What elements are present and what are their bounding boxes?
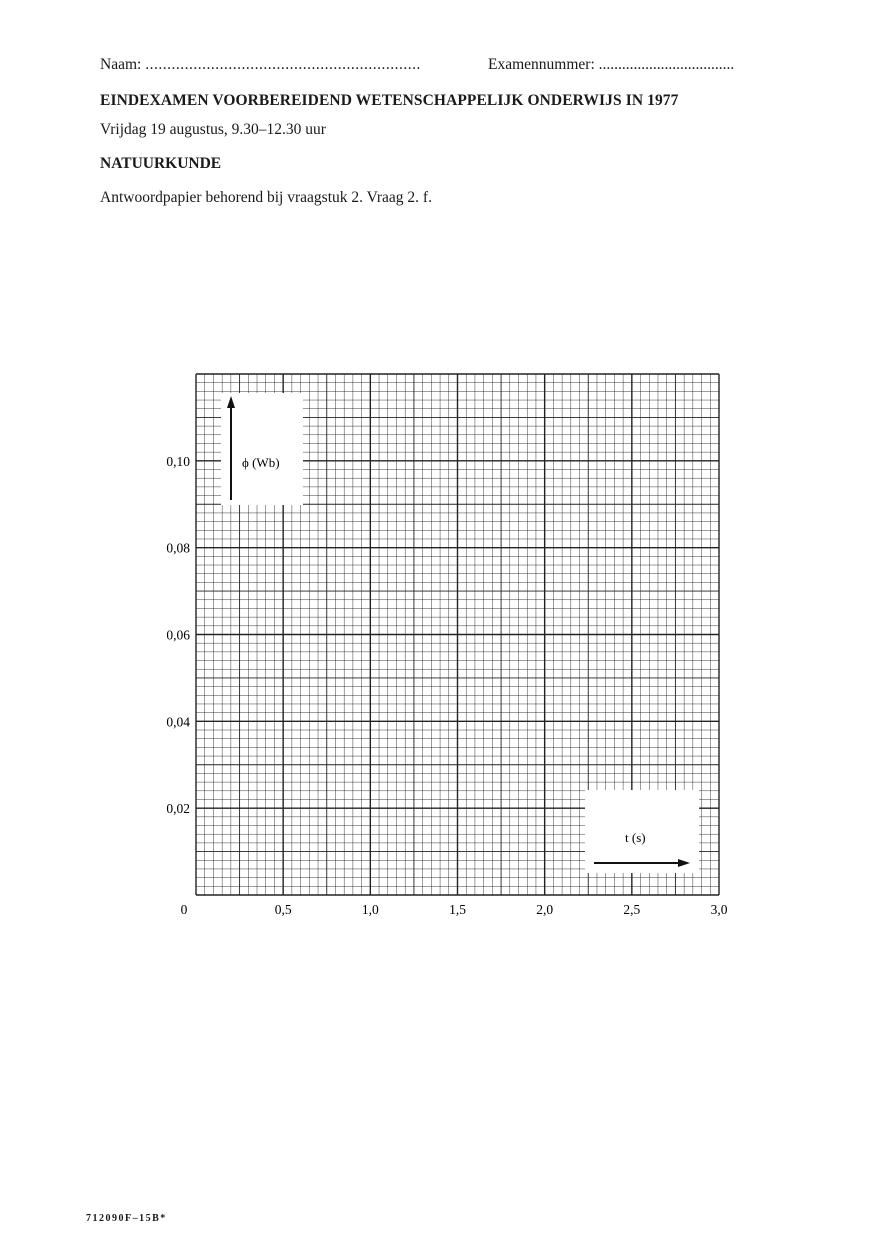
y-tick-label: 0,04 xyxy=(166,714,190,730)
y-tick-label: 0,06 xyxy=(166,627,190,643)
y-label-background xyxy=(221,393,303,505)
x-axis-label-box xyxy=(585,790,699,873)
subject-heading: NATUURKUNDE xyxy=(100,155,222,172)
name-label: Naam: xyxy=(100,56,142,73)
y-tick-label: 0,10 xyxy=(166,453,190,469)
x-tick-label: 1,0 xyxy=(361,902,379,917)
x-axis-label: t (s) xyxy=(625,830,646,845)
instruction-text: Antwoordpapier behorend bij vraagstuk 2. Vraag 2. f. xyxy=(100,189,432,206)
y-axis-label-box xyxy=(221,393,303,505)
x-tick-label: 0 xyxy=(180,902,188,917)
x-tick-label: 3,0 xyxy=(710,902,728,917)
y-tick-label: 0,08 xyxy=(166,540,190,556)
x-tick-label: 1,5 xyxy=(449,902,466,917)
name-dots: ............................................................... xyxy=(145,56,421,73)
x-tick-label: 2,5 xyxy=(623,902,641,917)
exam-number-dots: ................................... xyxy=(598,56,735,73)
y-axis-label: ϕ (Wb) xyxy=(242,455,280,470)
document-code: 712090F–15B* xyxy=(86,1213,167,1224)
exam-number-label: Examennummer: xyxy=(488,56,595,73)
exam-date: Vrijdag 19 augustus, 9.30–12.30 uur xyxy=(100,121,326,138)
x-tick-label: 2,0 xyxy=(536,902,554,917)
exam-title: EINDEXAMEN VOORBEREIDEND WETENSCHAPPELIJK ONDERWIJS IN 1977 xyxy=(100,92,679,109)
y-tick-label: 0,02 xyxy=(166,801,190,817)
x-tick-label: 0,5 xyxy=(274,902,292,917)
